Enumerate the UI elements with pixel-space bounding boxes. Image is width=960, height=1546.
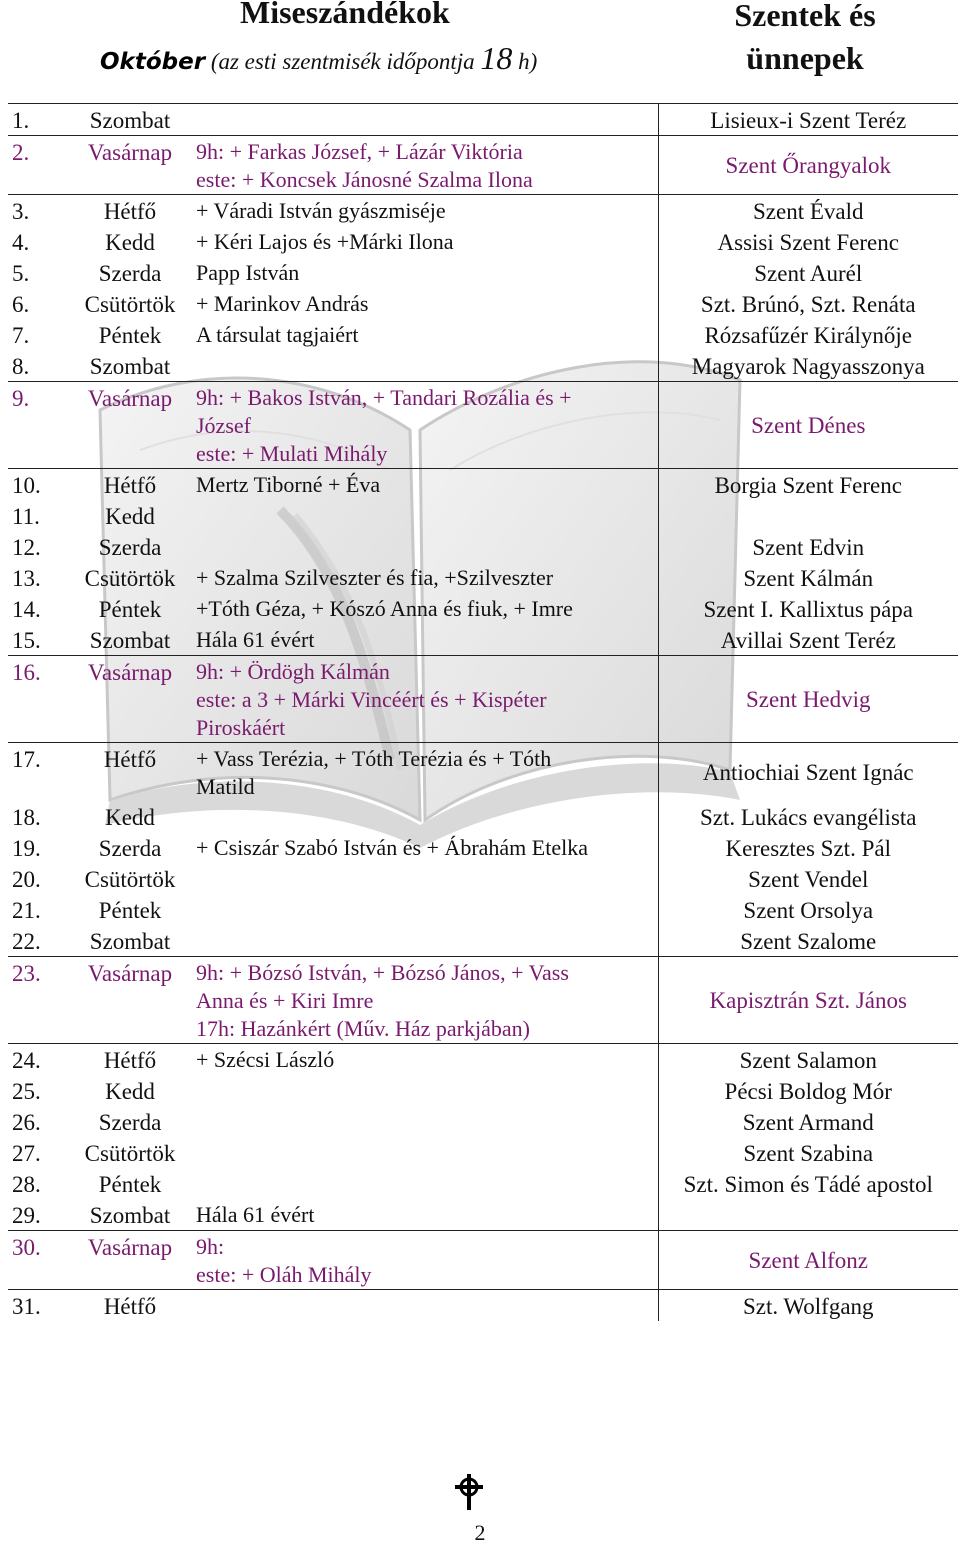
saint-feast: Keresztes Szt. Pál (658, 832, 958, 863)
calendar-row (8, 257, 958, 288)
day-number: 24. (8, 1044, 68, 1076)
calendar-row (8, 500, 958, 531)
calendar-row (8, 382, 958, 469)
saint-feast: Antiochiai Szent Ignác (658, 743, 958, 802)
calendar-row (8, 319, 958, 350)
mass-intention (192, 1168, 658, 1199)
mass-intention: Hála 61 évért (196, 627, 315, 652)
weekday: Szombat (89, 628, 171, 653)
weekday: Péntek (98, 597, 162, 622)
day-number: 15. (12, 628, 41, 653)
mass-intention (192, 801, 658, 832)
day-number: 25. (12, 1079, 41, 1104)
calendar-row (8, 350, 958, 382)
calendar-row (8, 195, 958, 227)
calendar-row (8, 1075, 958, 1106)
day-number: 12. (12, 535, 41, 560)
calendar-row (8, 1044, 958, 1076)
mass-intention (192, 1106, 658, 1137)
weekday: Péntek (98, 1172, 162, 1197)
weekday: Szombat (89, 1203, 171, 1228)
mass-intention: 9h: este: + Oláh Mihály (192, 1231, 658, 1290)
weekday: Szombat (68, 104, 192, 136)
calendar-table (8, 103, 958, 1321)
calendar-row (8, 469, 958, 501)
mass-intention: + Kéri Lajos és +Márki Ilona (196, 229, 454, 254)
mass-intention: Hála 61 évért (196, 1202, 315, 1227)
weekday: Vasárnap (68, 136, 192, 195)
weekday: Kedd (105, 230, 155, 255)
weekday: Péntek (98, 323, 162, 348)
mass-intentions-title: Miseszándékok (240, 0, 450, 30)
mass-intention: + Vass Terézia, + Tóth Terézia és + Tóth Matild (192, 743, 658, 802)
weekday: Hétfő (68, 1044, 192, 1076)
calendar-row (8, 1231, 958, 1290)
weekday: Szerda (98, 836, 162, 861)
month-subtitle (100, 40, 537, 77)
saint-feast: Magyarok Nagyasszonya (658, 350, 958, 382)
saint-feast: Szent Évald (658, 195, 958, 227)
saint-feast: Rózsafűzér Királynője (658, 319, 958, 350)
saint-feast: Szent Vendel (658, 863, 958, 894)
mass-intention (192, 1075, 658, 1106)
day-number: 16. (8, 656, 68, 743)
day-number: 9. (8, 382, 68, 469)
mass-intention: 9h: + Bakos István, + Tandari Rozália és + József este: + Mulati Mihály (192, 382, 658, 469)
saints-title-line2: ünnepek (746, 40, 864, 76)
mass-intention (192, 894, 658, 925)
calendar-row (8, 957, 958, 1044)
day-number: 20. (12, 867, 41, 892)
calendar-row (8, 562, 958, 593)
day-number: 2. (8, 136, 68, 195)
calendar-row (8, 801, 958, 832)
saint-feast: Avillai Szent Teréz (658, 624, 958, 656)
calendar-row (8, 863, 958, 894)
calendar-row (8, 894, 958, 925)
day-number: 7. (12, 323, 30, 348)
day-number: 27. (12, 1141, 41, 1166)
mass-intention (192, 350, 658, 382)
calendar-row (8, 104, 958, 136)
mass-intention: A társulat tagjaiért (196, 322, 359, 347)
mass-intention: + Marinkov András (196, 291, 369, 316)
weekday: Szerda (98, 261, 162, 286)
weekday: Vasárnap (68, 656, 192, 743)
weekday: Hétfő (68, 1290, 192, 1322)
mass-intention: Mertz Tiborné + Éva (192, 469, 658, 501)
calendar-row (8, 925, 958, 957)
day-number: 17. (8, 743, 68, 802)
saint-feast: Szent Dénes (658, 382, 958, 469)
mass-intention: Papp István (196, 260, 300, 285)
saint-feast: Szent I. Kallixtus pápa (658, 593, 958, 624)
saint-feast: Szent Salamon (658, 1044, 958, 1076)
calendar-row (8, 1106, 958, 1137)
saint-feast: Szent Edvin (658, 531, 958, 562)
saint-feast: Borgia Szent Ferenc (658, 469, 958, 501)
saint-feast: Szent Őrangyalok (658, 136, 958, 195)
mass-intention: + Váradi István gyászmiséje (192, 195, 658, 227)
calendar-body (8, 104, 958, 1322)
mass-intention (192, 863, 658, 894)
saint-feast: Lisieux-i Szent Teréz (658, 104, 958, 136)
calendar-row (8, 832, 958, 863)
mass-intention (192, 925, 658, 957)
weekday: Kedd (105, 805, 155, 830)
calendar-row (8, 593, 958, 624)
day-number: 19. (12, 836, 41, 861)
saint-feast: Szent Kálmán (658, 562, 958, 593)
mass-intention: 9h: + Farkas József, + Lázár Viktória este: + Koncsek Jánosné Szalma Ilona (192, 136, 658, 195)
weekday: Vasárnap (68, 382, 192, 469)
saint-feast: Szent Alfonz (658, 1231, 958, 1290)
weekday: Péntek (98, 898, 162, 923)
mass-intention: +Tóth Géza, + Kószó Anna és fiuk, + Imre (196, 596, 573, 621)
calendar-row (8, 136, 958, 195)
mass-intention (192, 104, 658, 136)
saint-feast: Szt. Simon és Tádé apostol (658, 1168, 958, 1199)
calendar-row (8, 1199, 958, 1231)
saint-feast: Kapisztrán Szt. János (658, 957, 958, 1044)
mass-intention: + Csiszár Szabó István és + Ábrahám Etelka (196, 835, 588, 860)
weekday: Szombat (89, 354, 171, 379)
day-number: 1. (8, 104, 68, 136)
saint-feast: Szt. Wolfgang (658, 1290, 958, 1322)
weekday: Hétfő (68, 195, 192, 227)
evening-mass-hour: 18 (480, 40, 513, 76)
weekday: Csütörtök (84, 292, 176, 317)
calendar-row (8, 1290, 958, 1322)
weekday: Csütörtök (84, 867, 176, 892)
subtitle-unit: h) (512, 49, 538, 74)
weekday: Vasárnap (68, 1231, 192, 1290)
mass-intention: 9h: + Ördögh Kálmán este: a 3 + Márki Vincéért és + Kispéter Piroskáért (192, 656, 658, 743)
saint-feast (658, 500, 958, 531)
weekday: Csütörtök (84, 1141, 176, 1166)
day-number: 26. (12, 1110, 41, 1135)
day-number: 28. (12, 1172, 41, 1197)
weekday: Hétfő (68, 743, 192, 802)
saint-feast: Szt. Brúnó, Szt. Renáta (658, 288, 958, 319)
day-number: 11. (12, 504, 40, 529)
saint-feast: Szent Armand (658, 1106, 958, 1137)
weekday: Szombat (89, 929, 171, 954)
day-number: 30. (8, 1231, 68, 1290)
day-number: 14. (12, 597, 41, 622)
mass-intention (192, 531, 658, 562)
mass-intention: + Szécsi László (192, 1044, 658, 1076)
saints-title-line1: Szentek és (734, 0, 876, 33)
day-number: 23. (8, 957, 68, 1044)
day-number: 8. (12, 354, 30, 379)
weekday: Vasárnap (68, 957, 192, 1044)
saint-feast: Szent Hedvig (658, 656, 958, 743)
calendar-row (8, 624, 958, 656)
saint-feast: Pécsi Boldog Mór (658, 1075, 958, 1106)
celtic-cross-icon (452, 1472, 486, 1512)
mass-intention: + Szalma Szilveszter és fia, +Szilveszter (196, 565, 554, 590)
weekday: Kedd (105, 504, 155, 529)
weekday: Szerda (98, 1110, 162, 1135)
calendar-row (8, 743, 958, 802)
day-number: 5. (12, 261, 30, 286)
calendar-row (8, 288, 958, 319)
mass-intention (192, 1290, 658, 1322)
subtitle-text: (az esti szentmisék időpontja (205, 49, 481, 74)
day-number: 4. (12, 230, 30, 255)
day-number: 6. (12, 292, 30, 317)
day-number: 29. (12, 1203, 41, 1228)
day-number: 18. (12, 805, 41, 830)
page-number: 2 (474, 1520, 486, 1545)
weekday: Kedd (105, 1079, 155, 1104)
saint-feast: Szent Szabina (658, 1137, 958, 1168)
mass-intention (192, 1137, 658, 1168)
day-number: 10. (8, 469, 68, 501)
month-name: Október (100, 49, 206, 75)
day-number: 22. (12, 929, 41, 954)
calendar-row (8, 656, 958, 743)
weekday: Csütörtök (84, 566, 176, 591)
calendar-row (8, 226, 958, 257)
calendar-row (8, 1168, 958, 1199)
weekday: Szerda (98, 535, 162, 560)
saint-feast: Assisi Szent Ferenc (658, 226, 958, 257)
day-number: 31. (8, 1290, 68, 1322)
saint-feast (658, 1199, 958, 1231)
page-header (0, 0, 960, 104)
weekday: Hétfő (68, 469, 192, 501)
calendar-row (8, 1137, 958, 1168)
day-number: 21. (12, 898, 41, 923)
calendar-row (8, 531, 958, 562)
mass-intention (192, 500, 658, 531)
saint-feast: Szent Aurél (658, 257, 958, 288)
saint-feast: Szt. Lukács evangélista (658, 801, 958, 832)
day-number: 13. (12, 566, 41, 591)
saint-feast: Szent Orsolya (658, 894, 958, 925)
mass-intention: 9h: + Bózsó István, + Bózsó János, + Vass Anna és + Kiri Imre 17h: Hazánkért (Műv. Ház parkjában) (192, 957, 658, 1044)
day-number: 3. (8, 195, 68, 227)
saints-feasts-title (655, 0, 955, 80)
saint-feast: Szent Szalome (658, 925, 958, 957)
